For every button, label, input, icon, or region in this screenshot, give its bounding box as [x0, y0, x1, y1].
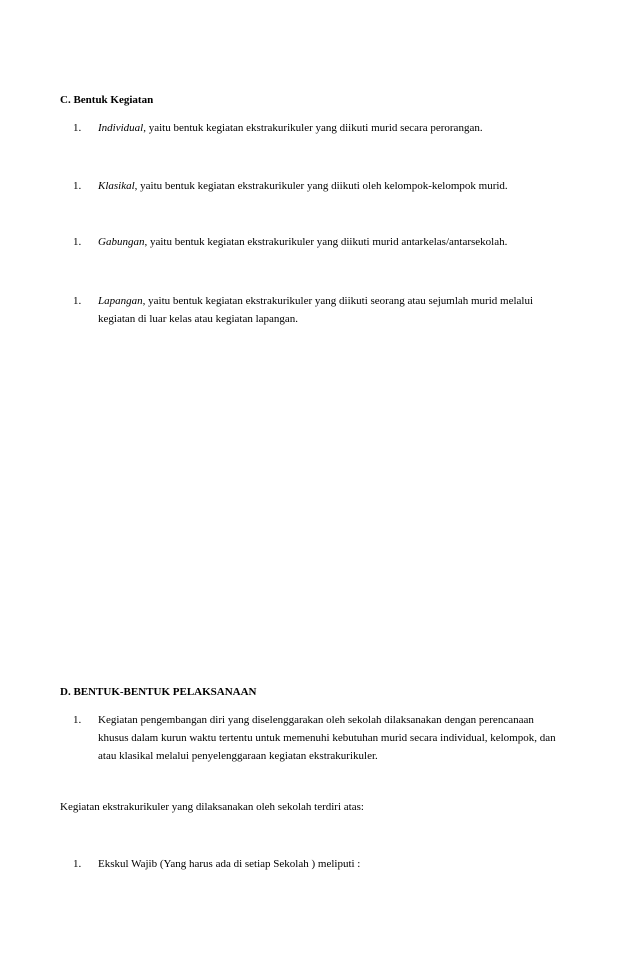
item-text: Kegiatan pengembangan diri yang diselenggarakan oleh sekolah dilaksanakan dengan perencanaan khusus dalam kurun waktu tertentu untuk memenuhi kebutuhan murid secara individual, kelompok, dan atau klasikal melalui penyelenggaraan kegiatan ekstrakurikuler.	[98, 714, 556, 762]
list-number: 1.	[73, 295, 82, 307]
list-item-gabungan	[73, 233, 573, 251]
list-number: 1.	[73, 714, 82, 726]
list-item-pengembangan-diri	[73, 711, 558, 765]
list-number: 1.	[73, 236, 82, 248]
item-text: Ekskul Wajib (Yang harus ada di setiap Sekolah ) meliputi :	[98, 858, 361, 870]
section-d-heading: D. BENTUK-BENTUK PELAKSANAAN	[60, 686, 257, 698]
list-number: 1.	[73, 122, 82, 134]
term-lapangan: Lapangan,	[98, 295, 146, 307]
item-text: yaitu bentuk kegiatan ekstrakurikuler yang diikuti seorang atau sejumlah murid melalui kegiatan di luar kelas atau kegiatan lapangan.	[98, 295, 534, 325]
list-number: 1.	[73, 858, 82, 870]
item-text: , yaitu bentuk kegiatan ekstrakurikuler yang diikuti oleh kelompok-kelompok murid.	[134, 180, 508, 192]
term-gabungan: Gabungan	[98, 236, 145, 248]
list-item-ekskul-wajib	[73, 855, 573, 873]
item-text: , yaitu bentuk kegiatan ekstrakurikuler yang diikuti murid antarkelas/antarsekolah.	[144, 236, 508, 248]
term-individual: Individual	[98, 122, 144, 134]
term-klasikal: Klasikal	[98, 180, 135, 192]
list-number: 1.	[73, 180, 82, 192]
list-item-klasikal	[73, 177, 573, 195]
list-item-lapangan	[73, 292, 543, 328]
list-item-individual	[73, 119, 573, 137]
section-c-heading: C. Bentuk Kegiatan	[60, 94, 154, 106]
paragraph-kegiatan: Kegiatan ekstrakurikuler yang dilaksanakan oleh sekolah terdiri atas:	[60, 801, 364, 813]
item-text: , yaitu bentuk kegiatan ekstrakurikuler yang diikuti murid secara perorangan.	[143, 122, 483, 134]
